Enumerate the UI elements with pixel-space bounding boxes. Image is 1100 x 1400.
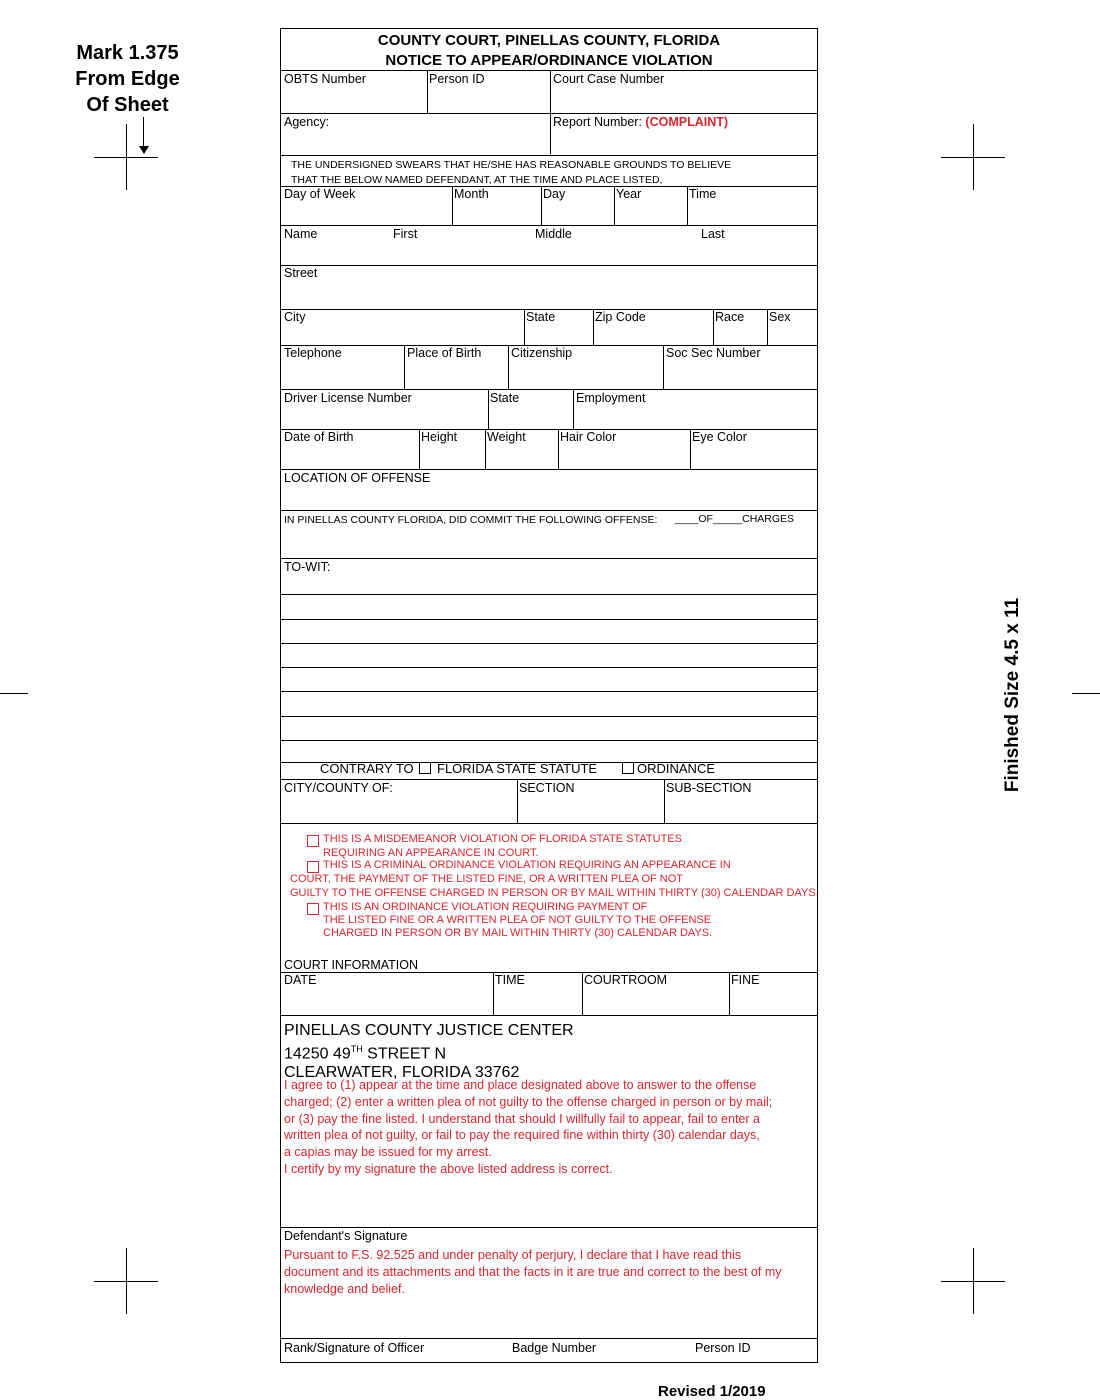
city-county-field[interactable]: CITY/COUNTY OF:	[284, 781, 393, 795]
ordinance-fine-checkbox[interactable]	[307, 903, 319, 915]
height-field[interactable]: Height	[421, 430, 458, 444]
agency-field[interactable]: Agency:	[284, 115, 330, 129]
violation2-line1: THIS IS A CRIMINAL ORDINANCE VIOLATION REQUIRING AN APPEARANCE IN	[323, 859, 731, 871]
agreement-line: charged; (2) enter a written plea of not guilty to the offense charged in person or by mail;	[284, 1094, 773, 1109]
obts-number-field[interactable]: OBTS Number	[284, 72, 366, 86]
ordinance-checkbox[interactable]	[622, 762, 634, 774]
court-address	[284, 1021, 574, 1082]
form-header	[281, 31, 817, 71]
location-of-offense-field[interactable]: LOCATION OF OFFENSE	[284, 471, 431, 485]
soc-sec-number-field[interactable]: Soc Sec Number	[666, 346, 761, 360]
citizenship-field[interactable]: Citizenship	[511, 346, 573, 360]
telephone-field[interactable]: Telephone	[284, 346, 342, 360]
report-number-field[interactable]	[553, 115, 728, 129]
sub-section-field[interactable]: SUB-SECTION	[666, 781, 752, 795]
violation3-line1: THIS IS AN ORDINANCE VIOLATION REQUIRING PAYMENT OF	[323, 901, 648, 913]
name-label: Name	[284, 227, 318, 241]
swear-line2: THAT THE BELOW NAMED DEFENDANT, AT THE TIME AND PLACE LISTED,	[291, 174, 663, 186]
perjury-line: knowledge and belief.	[284, 1281, 405, 1296]
contrary-to-label: CONTRARY TO	[320, 761, 414, 776]
person-id-field[interactable]: Person ID	[429, 72, 485, 86]
day-field[interactable]: Day	[543, 187, 566, 201]
swear-line1: THE UNDERSIGNED SWEARS THAT HE/SHE HAS REASONABLE GROUNDS TO BELIEVE	[291, 159, 732, 171]
hair-color-field[interactable]: Hair Color	[560, 430, 617, 444]
violation1-line2: REQUIRING AN APPEARANCE IN COURT.	[323, 847, 539, 859]
court-case-number-field[interactable]: Court Case Number	[553, 72, 665, 86]
weight-field[interactable]: Weight	[487, 430, 526, 444]
criminal-ordinance-checkbox[interactable]	[307, 861, 319, 873]
notice-form	[280, 28, 818, 1363]
header-line2: NOTICE TO APPEAR/ORDINANCE VIOLATION	[385, 52, 713, 69]
address-line3: CLEARWATER, FLORIDA 33762	[284, 1064, 520, 1082]
crop-mark-tr-v	[973, 124, 974, 190]
crop-mark-br-v	[973, 1248, 974, 1314]
date-of-birth-field[interactable]: Date of Birth	[284, 430, 354, 444]
address-number: 14250 49	[284, 1045, 351, 1063]
crop-mark-mr	[1072, 693, 1100, 694]
city-field[interactable]: City	[284, 310, 306, 324]
first-name-field[interactable]: First	[393, 227, 418, 241]
court-date-field[interactable]: DATE	[284, 973, 317, 987]
violation2-line3: GUILTY TO THE OFFENSE CHARGED IN PERSON OR BY MAIL WITHIN THIRTY (30) CALENDAR DAYS.	[290, 887, 819, 899]
agreement-line: I agree to (1) appear at the time and place designated above to answer to the offense	[284, 1078, 757, 1092]
violation3-line3: CHARGED IN PERSON OR BY MAIL WITHIN THIRTY (30) CALENDAR DAYS.	[323, 927, 713, 939]
agreement-line: written plea of not guilty, or fail to pay the required fine within thirty (30) calendar days,	[284, 1128, 760, 1143]
violation1-line1: THIS IS A MISDEMEANOR VIOLATION OF FLORIDA STATE STATUTES	[323, 833, 682, 845]
badge-number-field[interactable]: Badge Number	[512, 1341, 597, 1355]
courtroom-field[interactable]: COURTROOM	[584, 973, 668, 987]
address-suffix: TH	[350, 1044, 363, 1054]
court-time-field[interactable]: TIME	[495, 973, 525, 987]
day-of-week-field[interactable]: Day of Week	[284, 187, 356, 201]
dl-state-field[interactable]: State	[490, 391, 520, 405]
eye-color-field[interactable]: Eye Color	[692, 430, 747, 444]
agreement-line: or (3) pay the fine listed. I understand that should I willfully fail to appear, fail to enter a	[284, 1111, 760, 1126]
crop-mark-bl-v	[126, 1248, 127, 1314]
header-line1: COUNTY COURT, PINELLAS COUNTY, FLORIDA	[377, 32, 721, 49]
year-field[interactable]: Year	[616, 187, 642, 201]
revised-date: Revised 1/2019	[658, 1383, 766, 1400]
finished-size-note: Finished Size 4.5 x 11	[1002, 597, 1023, 793]
violation3-line2: THE LISTED FINE OR A WRITTEN PLEA OF NOT GUILTY TO THE OFFENSE	[323, 914, 712, 926]
florida-statute-checkbox[interactable]	[419, 762, 431, 774]
crop-mark-tl-v	[126, 124, 127, 190]
place-of-birth-field[interactable]: Place of Birth	[407, 346, 482, 360]
zip-code-field[interactable]: Zip Code	[595, 310, 646, 324]
race-field[interactable]: Race	[715, 310, 745, 324]
month-field[interactable]: Month	[454, 187, 489, 201]
margin-note	[55, 40, 200, 118]
employment-field[interactable]: Employment	[576, 391, 646, 405]
state-field[interactable]: State	[526, 310, 556, 324]
arrow-head-icon	[139, 146, 149, 154]
time-field[interactable]: Time	[689, 187, 717, 201]
misdemeanor-checkbox[interactable]	[307, 835, 319, 847]
court-information-label: COURT INFORMATION	[284, 958, 419, 972]
perjury-paragraph	[284, 1247, 782, 1297]
fine-field[interactable]: FINE	[731, 973, 760, 987]
ordinance-label: ORDINANCE	[637, 761, 716, 776]
defendant-signature-field[interactable]: Defendant's Signature	[284, 1229, 408, 1243]
charges-count-field[interactable]: ____OF_____CHARGES	[675, 513, 795, 525]
agreement-line: I certify by my signature the above listed address is correct.	[284, 1161, 613, 1176]
driver-license-number-field[interactable]: Driver License Number	[284, 391, 412, 405]
address-line2	[284, 1040, 574, 1063]
perjury-line: Pursuant to F.S. 92.525 and under penalty of perjury, I declare that I have read this	[284, 1248, 741, 1262]
address-street: STREET N	[362, 1045, 447, 1063]
section-field[interactable]: SECTION	[519, 781, 575, 795]
margin-note-line3: Of Sheet	[86, 94, 169, 116]
agreement-line: a capias may be issued for my arrest.	[284, 1145, 492, 1160]
violation2-line2: COURT, THE PAYMENT OF THE LISTED FINE, OR A WRITTEN PLEA OF NOT	[290, 873, 684, 885]
to-wit-label: TO-WIT:	[284, 560, 331, 574]
report-number-label: Report Number:	[553, 115, 642, 129]
street-field[interactable]: Street	[284, 266, 318, 280]
agreement-paragraph	[284, 1077, 772, 1178]
complaint-label: (COMPLAINT)	[645, 115, 729, 129]
crop-mark-ml	[0, 693, 28, 694]
last-name-field[interactable]: Last	[701, 227, 725, 241]
arrow-down-icon	[143, 117, 144, 147]
officer-signature-field[interactable]: Rank/Signature of Officer	[284, 1341, 425, 1355]
sex-field[interactable]: Sex	[769, 310, 791, 324]
margin-note-line2: From Edge	[75, 68, 180, 90]
offense-statement: IN PINELLAS COUNTY FLORIDA, DID COMMIT THE FOLLOWING OFFENSE:	[284, 514, 658, 526]
officer-person-id-field[interactable]: Person ID	[695, 1341, 751, 1355]
margin-note-line1: Mark 1.375	[76, 42, 179, 64]
perjury-line: document and its attachments and that the facts in it are true and correct to the best of my	[284, 1264, 782, 1279]
middle-name-field[interactable]: Middle	[535, 227, 572, 241]
address-line1: PINELLAS COUNTY JUSTICE CENTER	[284, 1022, 574, 1039]
florida-statute-label: FLORIDA STATE STATUTE	[437, 761, 598, 776]
